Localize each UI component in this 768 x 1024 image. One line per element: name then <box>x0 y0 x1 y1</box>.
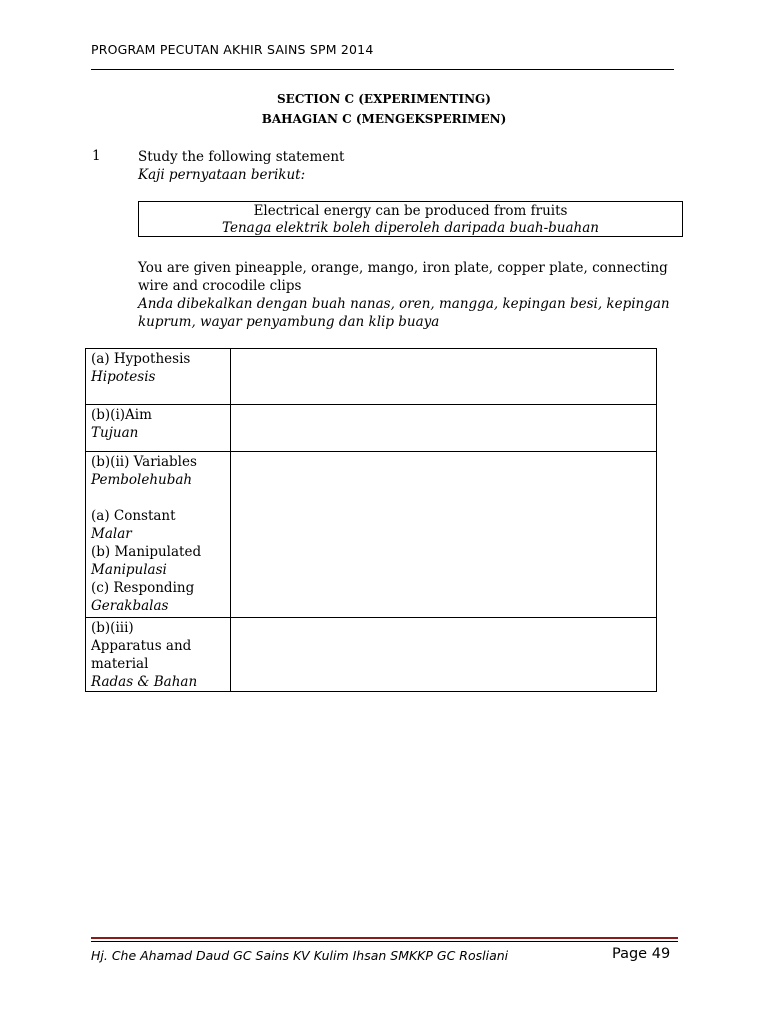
manipulated-variable-label-malay: Manipulasi <box>91 562 167 578</box>
instruction-malay: Kaji pernyataan berikut: <box>138 167 306 183</box>
statement-box <box>138 201 683 237</box>
instruction-english: Study the following statement <box>138 149 345 165</box>
apparatus-label-english-line1: Apparatus and <box>91 638 192 654</box>
aim-label-english: (b)(i)Aim <box>91 407 152 423</box>
variables-spacer <box>91 489 225 507</box>
variables-label-malay: Pembolehubah <box>91 472 193 488</box>
variables-label <box>86 452 231 618</box>
aim-label <box>86 405 231 452</box>
header-divider <box>91 69 674 70</box>
responding-variable-label: (c) Responding <box>91 580 195 596</box>
variables-label-english: (b)(ii) Variables <box>91 454 197 470</box>
apparatus-label-number: (b)(iii) <box>91 620 134 636</box>
aim-answer-cell[interactable] <box>231 405 657 452</box>
hypothesis-label-malay: Hipotesis <box>91 369 156 385</box>
table-row-aim <box>86 405 657 452</box>
constant-variable-label: (a) Constant <box>91 508 176 524</box>
table-row-hypothesis <box>86 349 657 405</box>
apparatus-label <box>86 618 231 692</box>
section-title-malay: BAHAGIAN C (MENGEKSPERIMEN) <box>261 112 507 126</box>
hypothesis-label-english: (a) Hypothesis <box>91 351 191 367</box>
hypothesis-label <box>86 349 231 405</box>
statement-english: Electrical energy can be produced from fruits <box>253 203 568 219</box>
page-number: Page 49 <box>612 946 671 962</box>
constant-variable-label-malay: Malar <box>91 526 132 542</box>
footer-divider-thin <box>91 941 678 942</box>
given-materials-english-line1: You are given pineapple, orange, mango, iron plate, copper plate, connecting <box>138 260 668 276</box>
responding-variable-label-malay: Gerakbalas <box>91 598 169 614</box>
table-row-apparatus <box>86 618 657 692</box>
footer-divider-thick <box>91 937 678 939</box>
apparatus-label-malay: Radas & Bahan <box>91 674 198 690</box>
section-title-english: SECTION C (EXPERIMENTING) <box>277 92 491 106</box>
manipulated-variable-label: (b) Manipulated <box>91 544 202 560</box>
variables-answer-cell[interactable] <box>231 452 657 618</box>
statement-malay: Tenaga elektrik boleh diperoleh daripada buah-buahan <box>222 220 599 236</box>
apparatus-answer-cell[interactable] <box>231 618 657 692</box>
aim-label-malay: Tujuan <box>91 425 139 441</box>
apparatus-label-english-line2: material <box>91 656 149 672</box>
hypothesis-answer-cell[interactable] <box>231 349 657 405</box>
footer-author: Hj. Che Ahamad Daud GC Sains KV Kulim Ihsan SMKKP GC Rosliani <box>91 948 509 963</box>
given-materials-malay-line2: kuprum, wayar penyambung dan klip buaya <box>138 314 440 330</box>
table-row-variables <box>86 452 657 618</box>
given-materials-malay-line1: Anda dibekalkan dengan buah nanas, oren, mangga, kepingan besi, kepingan <box>138 296 670 312</box>
given-materials-english-line2: wire and crocodile clips <box>138 278 302 294</box>
question-number: 1 <box>92 148 101 164</box>
page-header: PROGRAM PECUTAN AKHIR SAINS SPM 2014 <box>91 42 374 57</box>
answer-table <box>85 348 657 692</box>
